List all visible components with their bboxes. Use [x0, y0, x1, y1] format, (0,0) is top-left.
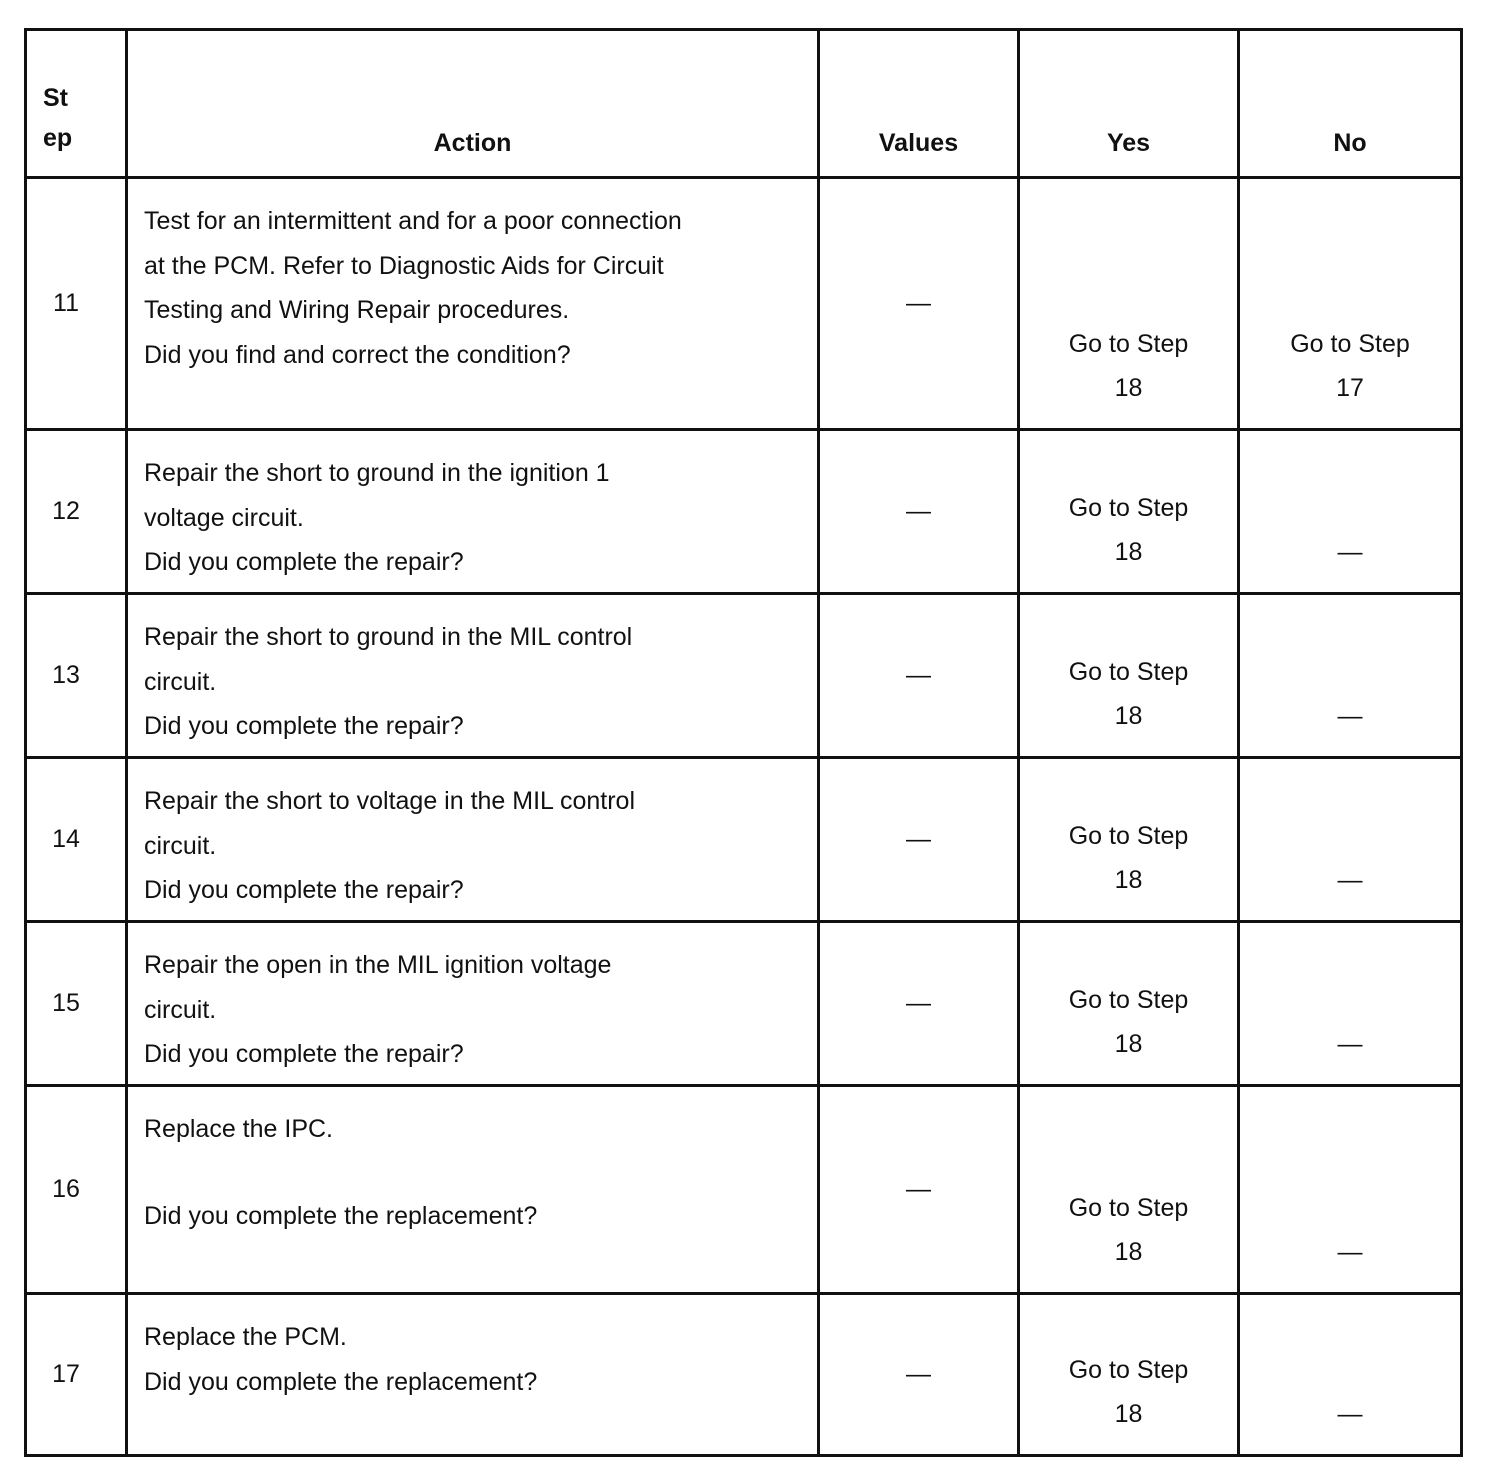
values-cell: — [819, 178, 1019, 430]
action-cell [127, 430, 819, 594]
yes-line: 18 [1114, 702, 1143, 730]
no-line: — [1337, 1030, 1363, 1058]
yes-line: 18 [1114, 374, 1143, 402]
action-line: Test for an intermittent and for a poor connection [144, 207, 682, 235]
yes-line: Go to Step [1068, 658, 1189, 686]
table-row [26, 922, 1462, 1086]
action-line: Replace the IPC. [144, 1115, 333, 1143]
no-line: — [1337, 1400, 1363, 1428]
action-line: circuit. [144, 995, 217, 1024]
column-header-action: Action [127, 30, 819, 178]
table-row [26, 594, 1462, 758]
values-cell: — [819, 1086, 1019, 1294]
yes-line: Go to Step [1068, 1356, 1189, 1384]
step-number: 12 [26, 430, 127, 594]
action-cell [127, 758, 819, 922]
yes-cell [1019, 594, 1239, 758]
column-header-step [26, 30, 127, 178]
table-header-row [26, 30, 1462, 178]
no-line: — [1337, 1238, 1363, 1266]
yes-line: 18 [1114, 1030, 1143, 1058]
action-line: Did you complete the repair? [144, 548, 464, 576]
step-number: 16 [26, 1086, 127, 1294]
action-line: circuit. [144, 667, 217, 696]
column-header-values: Values [819, 30, 1019, 178]
yes-cell [1019, 430, 1239, 594]
no-line: 17 [1336, 374, 1364, 402]
table-row [26, 758, 1462, 922]
table-row [26, 430, 1462, 594]
values-cell: — [819, 1294, 1019, 1456]
table-row [26, 178, 1462, 430]
yes-line: 18 [1114, 1238, 1143, 1266]
no-cell [1239, 922, 1462, 1086]
no-line: Go to Step [1290, 330, 1410, 358]
column-header-step-line1: St [43, 84, 68, 112]
yes-line: 18 [1114, 1400, 1143, 1428]
action-line: at the PCM. Refer to Diagnostic Aids for Circuit [144, 251, 664, 280]
values-cell: — [819, 758, 1019, 922]
yes-cell [1019, 922, 1239, 1086]
no-line: — [1337, 866, 1363, 894]
table-row [26, 1294, 1462, 1456]
step-number: 17 [26, 1294, 127, 1456]
action-spacer [144, 1152, 801, 1194]
action-line: Testing and Wiring Repair procedures. [144, 296, 570, 324]
action-cell [127, 922, 819, 1086]
action-cell [127, 178, 819, 430]
action-line: Did you complete the repair? [144, 712, 464, 740]
no-cell [1239, 1086, 1462, 1294]
action-line: Did you complete the replacement? [144, 1201, 538, 1230]
yes-line: 18 [1114, 866, 1143, 894]
yes-cell [1019, 1086, 1239, 1294]
column-header-yes: Yes [1019, 30, 1239, 178]
yes-line: Go to Step [1068, 494, 1189, 522]
action-cell [127, 1294, 819, 1456]
yes-line: 18 [1114, 538, 1143, 566]
no-cell [1239, 178, 1462, 430]
action-line: Did you complete the repair? [144, 876, 464, 904]
yes-cell [1019, 178, 1239, 430]
column-header-step-line2: ep [43, 124, 73, 152]
action-line: Repair the short to ground in the ignition 1 [144, 459, 610, 487]
action-line: Did you complete the replacement? [144, 1367, 538, 1396]
diagnostic-steps-table [24, 28, 1463, 1457]
yes-line: Go to Step [1068, 330, 1189, 358]
values-cell: — [819, 922, 1019, 1086]
column-header-no: No [1239, 30, 1462, 178]
no-cell [1239, 430, 1462, 594]
action-line: Replace the PCM. [144, 1323, 347, 1351]
no-line: — [1337, 702, 1363, 730]
values-cell: — [819, 594, 1019, 758]
action-line: Did you find and correct the condition? [144, 340, 571, 369]
step-number: 14 [26, 758, 127, 922]
action-line: Did you complete the repair? [144, 1040, 464, 1068]
action-line: Repair the open in the MIL ignition voltage [144, 951, 612, 979]
yes-cell [1019, 1294, 1239, 1456]
no-cell [1239, 1294, 1462, 1456]
yes-line: Go to Step [1068, 1194, 1189, 1222]
action-cell [127, 594, 819, 758]
values-cell: — [819, 430, 1019, 594]
action-line: Repair the short to voltage in the MIL control [144, 787, 636, 815]
step-number: 11 [26, 178, 127, 430]
no-line: — [1337, 538, 1363, 566]
action-line: circuit. [144, 831, 217, 860]
no-cell [1239, 758, 1462, 922]
yes-line: Go to Step [1068, 822, 1189, 850]
step-number: 15 [26, 922, 127, 1086]
yes-cell [1019, 758, 1239, 922]
action-cell [127, 1086, 819, 1294]
action-line: voltage circuit. [144, 503, 304, 532]
action-line: Repair the short to ground in the MIL control [144, 623, 633, 651]
yes-line: Go to Step [1068, 986, 1189, 1014]
step-number: 13 [26, 594, 127, 758]
no-cell [1239, 594, 1462, 758]
table-row [26, 1086, 1462, 1294]
